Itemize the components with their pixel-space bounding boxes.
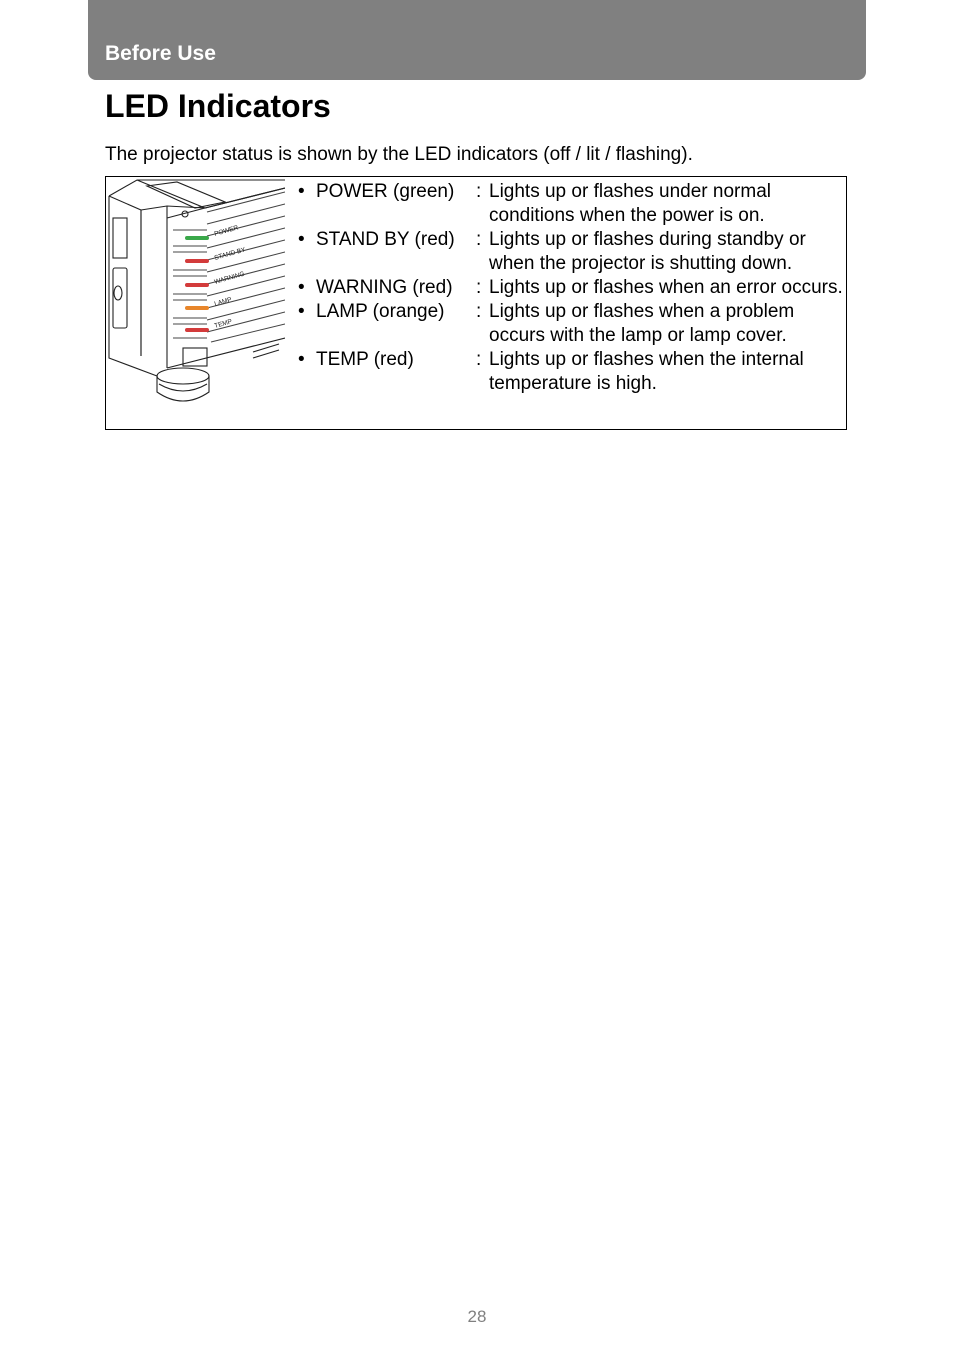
led-power — [185, 236, 209, 240]
led-name: LAMP (orange) — [316, 301, 445, 322]
separator: : — [476, 301, 482, 322]
led-name: WARNING (red) — [316, 277, 453, 298]
led-description: Lights up or flashes under normal conditions when the power is on. — [489, 181, 771, 226]
separator: : — [476, 229, 482, 250]
led-description: Lights up or flashes when the internal temperature is high. — [489, 349, 804, 394]
header-bar — [88, 0, 866, 80]
intro-text: The projector status is shown by the LED indicators (off / lit / flashing). — [105, 144, 693, 165]
list-item — [298, 348, 843, 396]
list-item — [298, 300, 843, 348]
led-name: POWER (green) — [316, 181, 455, 202]
section-label: Before Use — [105, 42, 216, 65]
led-label-warning: WARNING — [213, 270, 246, 286]
led-label-temp: TEMP — [213, 318, 233, 330]
bullet: • — [298, 301, 305, 322]
led-stand-by — [185, 259, 209, 263]
led-temp — [185, 328, 209, 332]
page-title: LED Indicators — [105, 88, 331, 124]
led-name: TEMP (red) — [316, 349, 414, 370]
separator: : — [476, 181, 482, 202]
led-label-lamp: LAMP — [213, 296, 233, 308]
bullet: • — [298, 277, 305, 298]
separator: : — [476, 277, 482, 298]
led-description: Lights up or flashes when a problem occurs with the lamp or lamp cover. — [489, 301, 795, 346]
list-item — [298, 276, 843, 300]
projector-illustration — [107, 178, 285, 428]
led-indicator-box — [105, 176, 847, 430]
led-label-stand-by: STAND BY — [213, 246, 247, 262]
led-description: Lights up or flashes during standby or when the projector is shutting down. — [489, 229, 806, 274]
separator: : — [476, 349, 482, 370]
led-list — [298, 180, 843, 396]
led-label-power: POWER — [213, 224, 240, 238]
bullet: • — [298, 181, 305, 202]
led-lamp — [185, 306, 209, 310]
list-item — [298, 180, 843, 228]
led-warning — [185, 283, 209, 287]
led-description: Lights up or flashes when an error occurs. — [489, 277, 843, 298]
led-name: STAND BY (red) — [316, 229, 455, 250]
bullet: • — [298, 229, 305, 250]
page-number: 28 — [467, 1307, 487, 1326]
bullet: • — [298, 349, 305, 370]
list-item — [298, 228, 843, 276]
